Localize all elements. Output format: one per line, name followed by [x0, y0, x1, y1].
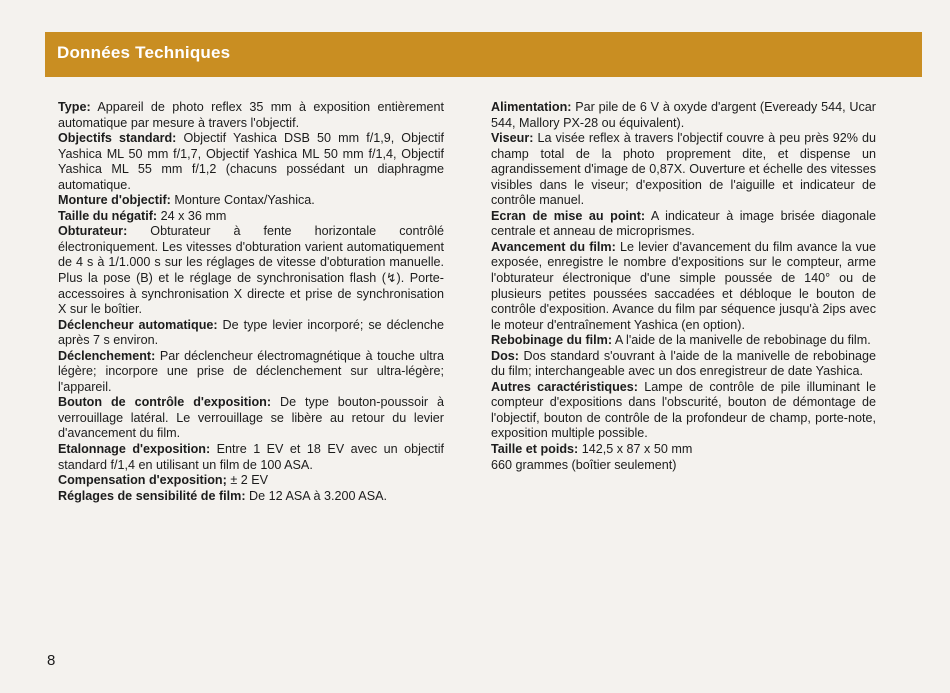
spec-text: ± 2 EV: [226, 473, 269, 488]
spec-text: De type bouton-poussoir à verrouillage latéral. Le verrouillage se libère au retour du levier d'avancement du film.: [58, 395, 445, 441]
spec-entry-viseur: [491, 131, 876, 209]
spec-term: Rebobinage du film:: [491, 333, 613, 348]
spec-term: Etalonnage d'exposition:: [58, 442, 211, 457]
spec-term: Dos:: [491, 348, 519, 363]
spec-text: A indicateur à image brisée diagonale centrale et anneau de microprismes.: [491, 208, 877, 239]
spec-text: Lampe de contrôle de pile illuminant le compteur d'expositions dans l'obscurité, bouton de démontage de l'objectif, bouton de contrôle de la profondeur de champ, porte-note, exposition multiple possible.: [491, 379, 876, 441]
spec-text: Entre 1 EV et 18 EV avec un objectif standard f/1,4 en utilisant un film de 100 ASA.: [58, 442, 444, 472]
spec-entry-poids: [491, 458, 876, 474]
spec-entry-objectifs: [58, 131, 444, 193]
spec-entry-declenchement: [58, 349, 444, 396]
spec-entry-ecran: [491, 209, 876, 240]
spec-entry-taille-poids: [491, 442, 876, 458]
spec-term: Avancement du film:: [491, 239, 616, 254]
spec-text: Obturateur à fente horizontale contrôlé électroniquement. Les vitesses d'obturation varient automatiquement de 4 s à 1/1.000 s sur les réglages de vitesse d'obturation manuelle. Plus la pose (B) et le réglage de synchronisation flash (↯). Porte-accessoires à synchronisation X directe et prise de synchronisation X sur le boîtier.: [58, 224, 444, 317]
spec-text: Appareil de photo reflex 35 mm à exposition entièrement automatique par mesure à travers l'objectif.: [58, 100, 444, 130]
spec-term: Déclenchement:: [58, 348, 156, 363]
spec-column-left: [58, 100, 444, 504]
spec-entry-compensation: [58, 473, 444, 489]
spec-text: Le levier d'avancement du film avance la vue exposée, enregistre le nombre d'expositions sur le compteur, arme l'obturateur électronique d'une simple poussée de 140° ou de plusieurs petites poussées saccadées et débloque le bouton de contrôle d'exposition. Avance du film par séquence jusqu'à 2ips avec le moteur d'entraînement Yashica (en option).: [491, 239, 876, 332]
spec-entry-declencheur-auto: [58, 318, 444, 349]
spec-text: 24 x 36 mm: [157, 208, 227, 223]
spec-entry-taille-negatif: [58, 209, 444, 225]
spec-text: Par déclencheur électromagnétique à touche ultra légère; incorpore une prise de déclenchement sur ultra-légère; l'appareil.: [58, 348, 444, 394]
spec-term: Alimentation:: [491, 100, 572, 114]
spec-term: Réglages de sensibilité de film:: [58, 488, 246, 503]
spec-entry-alimentation: [491, 100, 876, 131]
spec-term: Autres caractéristiques:: [491, 379, 638, 394]
spec-term: Viseur:: [491, 131, 534, 146]
spec-text: Objectif Yashica DSB 50 mm f/1,9, Objectif Yashica ML 50 mm f/1,7, Objectif Yashica ML 50 mm f/1,4, Objectif Yashica ML 55 mm f/1,2 (chacuns possédant un diaphragme automatique.: [58, 131, 444, 192]
spec-term: Compensation d'exposition;: [58, 473, 227, 488]
spec-entry-monture: [58, 193, 444, 209]
spec-text: 660 grammes (boîtier seulement): [491, 457, 677, 472]
spec-text: De 12 ASA à 3.200 ASA.: [245, 488, 387, 503]
spec-entry-dos: [491, 349, 876, 380]
spec-text: Dos standard s'ouvrant à l'aide de la manivelle de rebobinage du film; interchangeable avec un dos enregistreur de date Yashica.: [491, 348, 876, 379]
spec-entry-sensibilite: [58, 489, 444, 505]
spec-text: 142,5 x 87 x 50 mm: [578, 442, 693, 457]
spec-term: Ecran de mise au point:: [491, 208, 646, 223]
page-title: Données Techniques: [57, 43, 231, 62]
spec-entry-rebobinage: [491, 333, 876, 349]
spec-term: Obturateur:: [58, 224, 128, 239]
spec-text: De type levier incorporé; se déclenche après 7 s environ.: [58, 317, 444, 348]
spec-entry-obturateur: [58, 224, 444, 317]
spec-text: La visée reflex à travers l'objectif couvre à peu près 92% du champ total de la photo proprement dite, et dispense un agrandissement d'image de 0,87X. Ouverture et échelle des vitesses visibles dans le viseur; d'exposition de l'aiguille et indicateur de contrôle manuel.: [491, 131, 876, 208]
spec-term: Bouton de contrôle d'exposition:: [58, 395, 272, 410]
spec-term: Taille et poids:: [491, 442, 579, 457]
spec-term: Déclencheur automatique:: [58, 317, 218, 332]
spec-term: Monture d'objectif:: [58, 193, 171, 208]
spec-entry-autres: [491, 380, 876, 442]
spec-entry-type: [58, 100, 444, 131]
spec-text: A l'aide de la manivelle de rebobinage du film.: [612, 333, 871, 348]
spec-term: Type:: [58, 100, 91, 114]
spec-entry-avancement: [491, 240, 876, 333]
spec-term: Taille du négatif:: [58, 208, 158, 223]
spec-entry-bouton-controle: [58, 395, 444, 442]
spec-term: Objectifs standard:: [58, 131, 177, 146]
page-number: 8: [47, 652, 56, 669]
section-header-banner: [45, 32, 922, 77]
spec-text: Par pile de 6 V à oxyde d'argent (Eveready 544, Ucar 544, Mallory PX-28 ou équivalent).: [491, 100, 876, 130]
spec-column-right: [491, 100, 876, 473]
spec-text: Monture Contax/Yashica.: [170, 193, 315, 208]
spec-entry-etalonnage: [58, 442, 444, 473]
